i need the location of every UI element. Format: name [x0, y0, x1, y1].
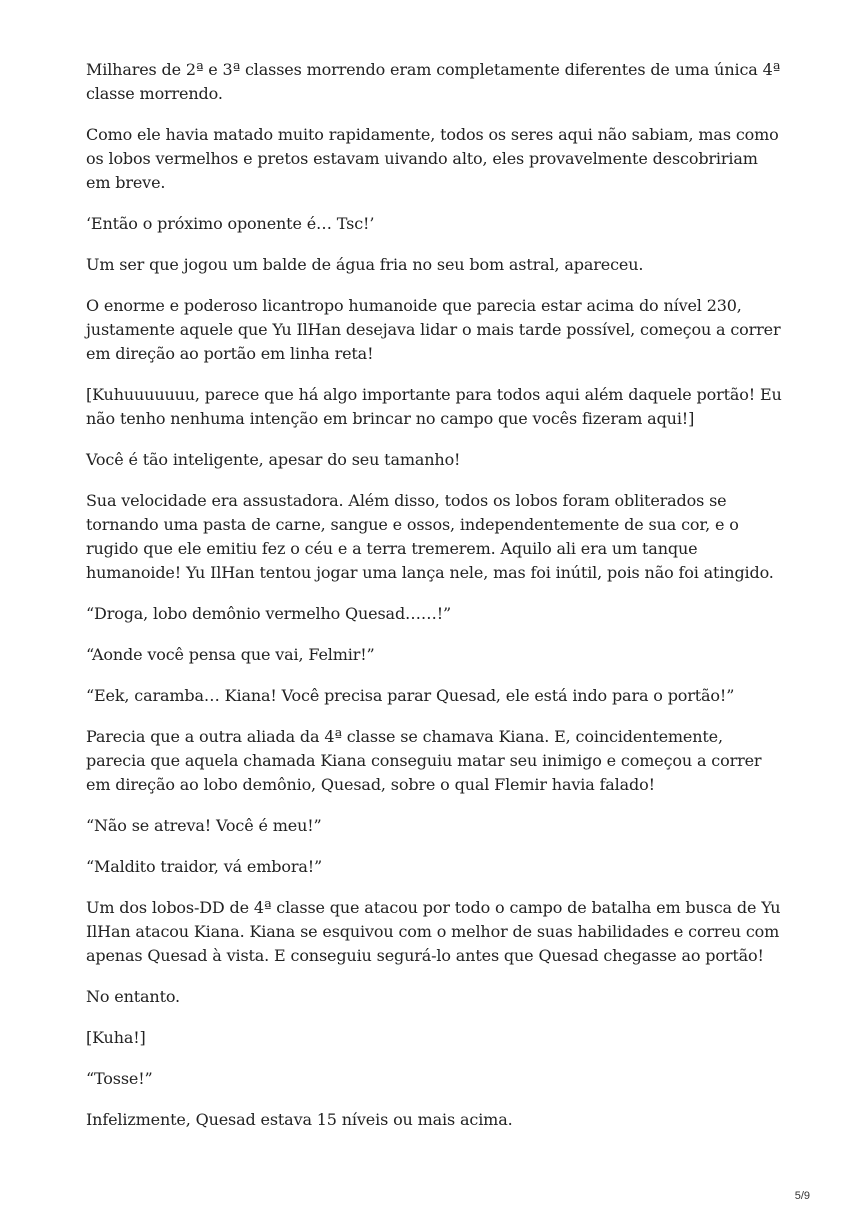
paragraph: “Droga, lobo demônio vermelho Quesad……!” — [86, 604, 452, 623]
paragraph: Como ele havia matado muito rapidamente, todos os seres aqui não sabiam, mas como os lobos vermelhos e pretos estavam uivando alto, eles provavelmente descobririam em breve. — [86, 125, 779, 192]
page-number: 5/9 — [794, 1190, 810, 1202]
paragraph: Parecia que a outra aliada da 4ª classe se chamava Kiana. E, coincidentemente, parecia que aquela chamada Kiana conseguiu matar seu inimigo e começou a correr em direção ao lobo demônio, Quesad, sobre o qual Flemir havia falado! — [86, 727, 762, 794]
paragraph: Você é tão inteligente, apesar do seu tamanho! — [86, 450, 461, 469]
paragraph: “Aonde você pensa que vai, Felmir!” — [86, 645, 375, 664]
paragraph: Infelizmente, Quesad estava 15 níveis ou mais acima. — [86, 1110, 513, 1129]
paragraph: “Eek, caramba… Kiana! Você precisa parar Quesad, ele está indo para o portão!” — [86, 686, 735, 705]
paragraph: O enorme e poderoso licantropo humanoide que parecia estar acima do nível 230, justamente aquele que Yu IlHan desejava lidar o mais tarde possível, começou a correr em direção ao portão em linha reta! — [86, 296, 781, 363]
paragraph: Um dos lobos-DD de 4ª classe que atacou por todo o campo de batalha em busca de Yu IlHan atacou Kiana. Kiana se esquivou com o melhor de suas habilidades e correu com apenas Quesad à vista. E conseguiu segurá-lo antes que Quesad chegasse ao portão! — [86, 898, 781, 965]
paragraph: “Tosse!” — [86, 1069, 153, 1088]
paragraph: Sua velocidade era assustadora. Além disso, todos os lobos foram obliterados se tornando uma pasta de carne, sangue e ossos, independentemente de sua cor, e o rugido que ele emitiu fez o céu e a terra tremerem. Aquilo ali era um tanque humanoide! Yu IlHan tentou jogar uma lança nele, mas foi inútil, pois não foi atingido. — [86, 491, 774, 582]
paragraph: [Kuha!] — [86, 1028, 146, 1047]
paragraph: ‘Então o próximo oponente é… Tsc!’ — [86, 214, 375, 233]
paragraph: No entanto. — [86, 987, 180, 1006]
paragraph: “Não se atreva! Você é meu!” — [86, 816, 322, 835]
paragraph: [Kuhuuuuuuu, parece que há algo importante para todos aqui além daquele portão! Eu não tenho nenhuma intenção em brincar no campo que vocês fizeram aqui!] — [86, 385, 782, 428]
document-body — [86, 58, 786, 1149]
paragraph: “Maldito traidor, vá embora!” — [86, 857, 323, 876]
paragraph: Milhares de 2ª e 3ª classes morrendo eram completamente diferentes de uma única 4ª classe morrendo. — [86, 60, 781, 103]
paragraph: Um ser que jogou um balde de água fria no seu bom astral, apareceu. — [86, 255, 644, 274]
